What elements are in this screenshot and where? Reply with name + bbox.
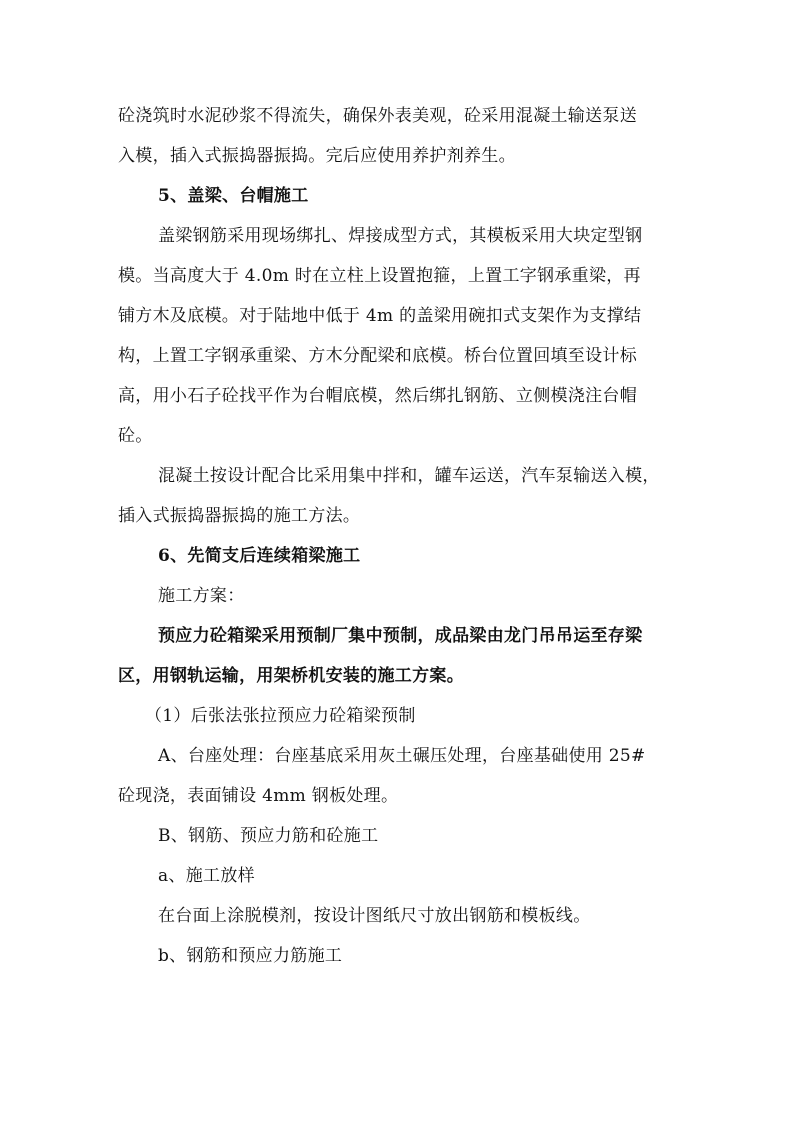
text-line: 高，用小石子砼找平作为台帽底模，然后绑扎钢筋、立侧模浇注台帽 [118, 386, 637, 406]
text-line: b、钢筋和预应力筋施工 [158, 946, 343, 966]
text-line: 混凝土按设计配合比采用集中拌和，罐车运送，汽车泵输送入模， [158, 466, 660, 486]
text-line: 砼浇筑时水泥砂浆不得流失，确保外表美观，砼采用混凝土输送泵送 [118, 106, 637, 126]
text-line: 砼现浇，表面铺设 4mm 钢板处理。 [118, 786, 399, 806]
text-line: 插入式振捣器振捣的施工方法。 [118, 506, 361, 526]
text-line: 盖梁钢筋采用现场绑扎、焊接成型方式，其模板采用大块定型钢 [158, 226, 643, 246]
bold-text-line: 区，用钢轨运输，用架桥机安装的施工方案。 [118, 666, 464, 686]
text-line: 施工方案： [158, 586, 245, 606]
text-line: 构，上置工字钢承重梁、方木分配梁和底模。桥台位置回填至设计标 [118, 346, 637, 366]
text-line: 模。当高度大于 4.0m 时在立柱上设置抱箍，上置工字钢承重梁，再 [118, 266, 641, 286]
bold-text-line: 预应力砼箱梁采用预制厂集中预制，成品梁由龙门吊吊运至存梁 [158, 626, 643, 646]
text-line: 入模，插入式振捣器振捣。完后应使用养护剂养生。 [118, 146, 516, 166]
section-heading: 5、盖梁、台帽施工 [158, 186, 309, 206]
text-line: 铺方木及底模。对于陆地中低于 4m 的盖梁用碗扣式支架作为支撑结 [118, 306, 642, 326]
text-line: A、台座处理：台座基底采用灰土碾压处理，台座基础使用 25# [158, 746, 646, 766]
text-line: 砼。 [118, 426, 153, 446]
subsection-heading: （1）后张法张拉预应力砼箱梁预制 [145, 706, 416, 726]
section-heading: 6、先简支后连续箱梁施工 [158, 546, 361, 566]
text-line: B、钢筋、预应力筋和砼施工 [158, 826, 379, 846]
text-line: a、施工放样 [158, 866, 255, 886]
text-line: 在台面上涂脱模剂，按设计图纸尺寸放出钢筋和模板线。 [158, 906, 591, 926]
